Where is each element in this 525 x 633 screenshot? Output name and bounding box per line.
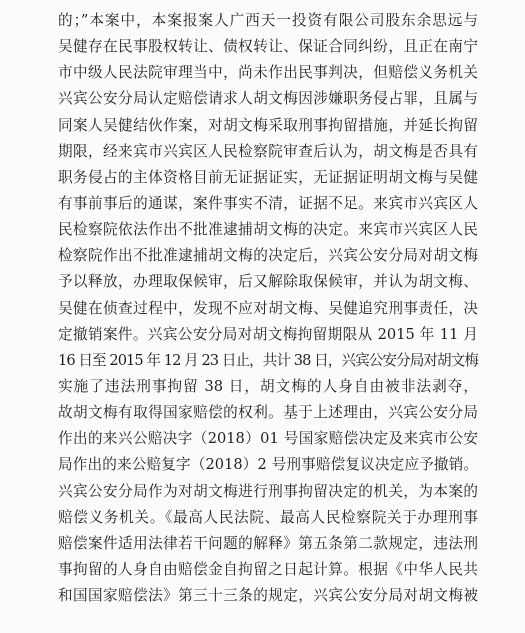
text-line-9: 民检察院依法作出不批准逮捕胡文梅的决定。来宾市兴宾区人民 [58, 221, 478, 239]
text-line-3: 市中级人民法院审理当中，尚未作出民事判决，但赔偿义务机关 [58, 64, 478, 82]
text-line-2: 吴健存在民事股权转让、债权转让、保证合同纠纷，且正在南宁 [58, 38, 478, 56]
text-line-12: 吴健在侦查过程中，发现不应对胡文梅、吴健追究刑事责任，决 [58, 299, 478, 317]
text-line-21: 赔偿案件适用法律若干问题的解释》第五条第二款规定，违法刑 [58, 534, 478, 552]
text-line-18: 局作出的来公赔复字（2018）2 号刑事赔偿复议决定应予撤销。 [58, 456, 478, 474]
text-line-20: 赔偿义务机关。《最高人民法院、最高人民检察院关于办理刑事 [58, 508, 478, 526]
text-line-19: 兴宾公安分局作为对胡文梅进行刑事拘留决定的机关，为本案的 [58, 482, 478, 500]
text-line-5: 同案人吴健结伙作案，对胡文梅采取刑事拘留措施，并延长拘留 [58, 116, 478, 134]
text-line-4: 兴宾公安分局认定赔偿请求人胡文梅因涉嫌职务侵占罪，且属与 [58, 90, 478, 108]
text-line-11: 予以释放，办理取保候审，后又解除取保候审，并认为胡文梅、 [58, 273, 478, 291]
text-line-17: 作出的来兴公赔决字（2018）01 号国家赔偿决定及来宾市公安 [58, 430, 478, 448]
text-line-23: 和国国家赔偿法》第三十三条的规定，兴宾公安分局对胡文梅被 [58, 587, 478, 605]
text-line-10: 检察院作出不批准逮捕胡文梅的决定后，兴宾公安分局对胡文梅 [58, 247, 478, 265]
text-line-15: 实施了违法刑事拘留 38 日，胡文梅的人身自由被非法剥夺， [58, 377, 478, 395]
text-line-22: 事拘留的人身自由赔偿金自拘留之日起计算。根据《中华人民共 [58, 560, 478, 578]
text-line-16: 故胡文梅有取得国家赔偿的权利。基于上述理由，兴宾公安分局 [58, 404, 478, 422]
text-line-7: 职务侵占的主体资格目前无证据证实，无证据证明胡文梅与吴健 [58, 168, 478, 186]
text-line-8: 有事前事后的通谋，案件事实不清，证据不足。来宾市兴宾区人 [58, 194, 478, 212]
document-body [58, 8, 478, 609]
text-line-6: 期限，经来宾市兴宾区人民检察院审查后认为，胡文梅是否具有 [58, 142, 478, 160]
text-line-1: 的；”本案中，本案报案人广西天一投资有限公司股东余思远与 [58, 12, 478, 29]
text-line-13: 定撤销案件。兴宾公安分局对胡文梅拘留期限从 2015 年 11 月 [58, 325, 478, 343]
text-line-14: 16 日至 2015 年 12 月 23 日止，共计 38 日，兴宾公安分局对胡文梅 [58, 351, 478, 369]
